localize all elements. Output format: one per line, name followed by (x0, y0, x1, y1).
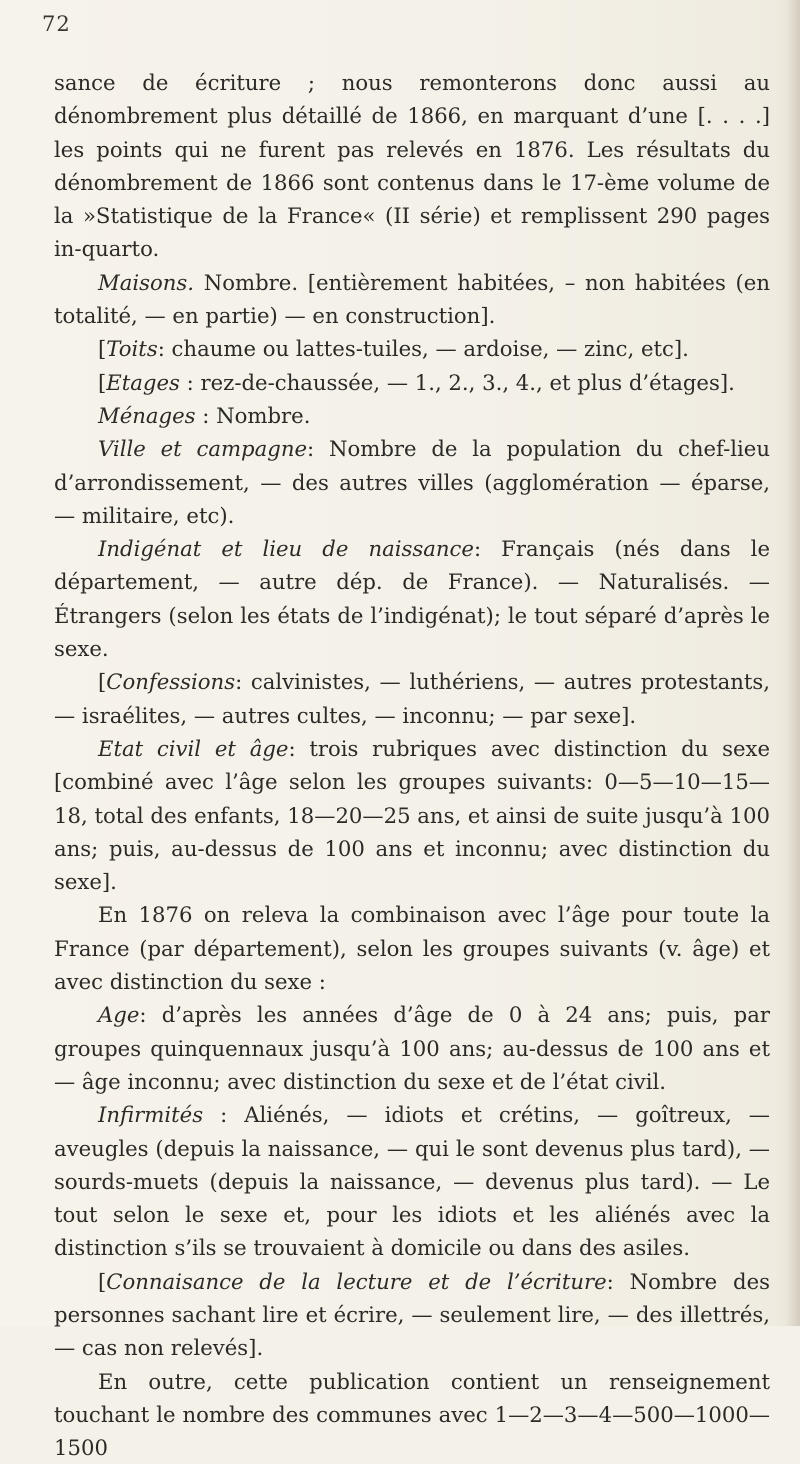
page-edge-shadow (786, 0, 800, 1326)
paragraph (54, 665, 770, 732)
text-run: : Nombre de la population du chef-lieu d’arrondissement, — des autres villes (agglomération — éparse, — militaire, etc). (54, 436, 770, 528)
text-run: sance de écriture ; nous remonterons donc aussi au dénombrement plus détaillé de 1866, en marquant d’une [. . . .] les points qui ne furent pas relevés en 1876. Les résultats du dénombrement de 1866 sont contenus dans le 17-ème volume de la »Statistique de la France« (II série) et remplissent 290 pages in-quarto. (54, 70, 770, 262)
paragraph (54, 1098, 770, 1264)
page-number: 72 (42, 12, 71, 36)
text-run: [ (98, 669, 107, 695)
text-run: Nombre. [entièrement habitées, – non habitées (en totalité, — en partie) — en construction]. (54, 269, 770, 329)
paragraph (54, 1265, 770, 1365)
paragraph (54, 366, 770, 399)
italic-heading: Age (98, 1002, 140, 1028)
paragraph (54, 532, 770, 665)
text-run: : Nombre des personnes sachant lire et écrire, — seulement lire, — des illettrés, — cas non relevés]. (54, 1268, 770, 1361)
italic-heading: Maisons. (98, 269, 194, 295)
paragraph (54, 399, 770, 432)
italic-heading: Etat civil et âge (98, 735, 289, 761)
text-run: : Français (nés dans le département, — autre dép. de France). — Naturalisés. — Étrangers (selon les états de l’indigénat); le tout séparé d’après le sexe. (54, 536, 770, 662)
text-run: En 1876 on releva la combinaison avec l’âge pour toute la France (par département), selon les groupes suivants (v. âge) et avec distinction du sexe : (54, 902, 770, 995)
text-run: : trois rubriques avec distinction du sexe [combiné avec l’âge selon les groupes suivants: 0—5—10—15—18, total des enfants, 18—20—25 ans, et ainsi de suite jusqu’à 100 ans; puis, au-dessus de 100 ans et inconnu; avec distinction du sexe]. (54, 735, 770, 895)
paragraph (54, 732, 770, 898)
italic-heading: Ménages (98, 402, 196, 428)
italic-heading: Ville et campagne (98, 436, 307, 462)
text-run: En outre, cette publication contient un renseignement touchant le nombre des communes avec 1—2—3—4—500—1000—1500 (54, 1368, 770, 1461)
paragraph (54, 66, 770, 266)
paragraph (54, 332, 770, 365)
paragraph (54, 432, 770, 532)
text-run: : Aliénés, — idiots et crétins, — goîtreux, — aveugles (depuis la naissance, — qui le sont devenus plus tard), — sourds-muets (depuis la naissance, — devenus plus tard). — Le tout selon le sexe et, pour les idiots et les aliénés avec la distinction s’ils se trouvaient à domicile ou dans des asiles. (54, 1102, 770, 1261)
italic-heading: Etages (106, 369, 180, 395)
text-run: [ (98, 336, 107, 362)
paragraph (54, 1365, 770, 1464)
italic-heading: Toits (106, 336, 158, 362)
paragraph (54, 998, 770, 1098)
paragraph (54, 266, 770, 333)
italic-heading: Confessions (106, 669, 236, 695)
text-run: : rez-de-chaussée, — 1., 2., 3., 4., et plus d’étages]. (179, 369, 735, 395)
italic-heading: Infirmités (98, 1102, 204, 1128)
italic-heading: Connaisance de la lecture et de l’écriture (106, 1268, 607, 1294)
text-run: : chaume ou lattes-tuiles, — ardoise, — zinc, etc]. (157, 336, 689, 362)
text-run: : calvinistes, — luthériens, — autres protestants, — israélites, — autres cultes, — inconnu; — par sexe]. (54, 669, 770, 728)
text-run: : d’après les années d’âge de 0 à 24 ans; puis, par groupes quinquennaux jusqu’à 100 ans; au-dessus de 100 ans et — âge inconnu; avec distinction du sexe et de l’état civil. (54, 1002, 770, 1094)
text-run: : Nombre. (195, 402, 311, 428)
body-text (54, 66, 770, 1464)
paragraph (54, 898, 770, 998)
italic-heading: Indigénat et lieu de naissance (98, 536, 474, 562)
text-run: [ (98, 369, 107, 395)
text-run: [ (98, 1268, 107, 1294)
